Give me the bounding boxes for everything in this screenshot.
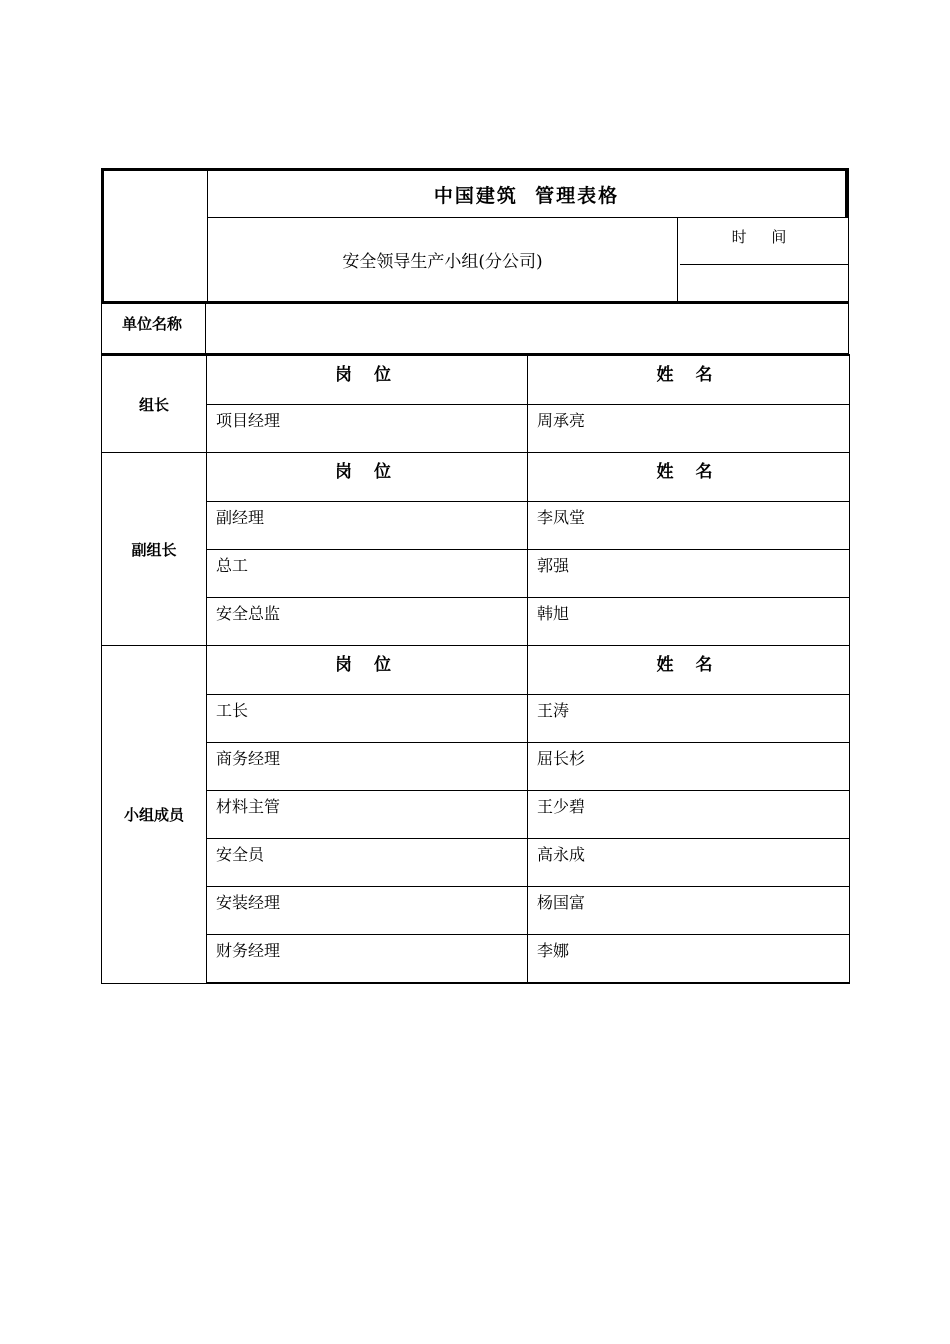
group-label: 副组长 — [102, 453, 207, 646]
time-value[interactable] — [680, 266, 848, 301]
table-row — [102, 791, 850, 839]
time-label: 时 间 — [680, 218, 848, 265]
group-header-row — [102, 453, 850, 502]
table-row — [102, 743, 850, 791]
name-cell: 王少碧 — [528, 791, 850, 839]
name-cell: 李娜 — [528, 935, 850, 984]
unit-name-field[interactable] — [206, 304, 848, 353]
unit-row — [101, 304, 849, 354]
group-header-row — [102, 355, 850, 405]
column-header-name: 姓 名 — [528, 646, 850, 695]
table-row — [102, 550, 850, 598]
name-cell: 屈长杉 — [528, 743, 850, 791]
position-cell: 安装经理 — [207, 887, 528, 935]
position-cell: 安全员 — [207, 839, 528, 887]
position-cell: 财务经理 — [207, 935, 528, 984]
table-row — [102, 695, 850, 743]
position-cell: 总工 — [207, 550, 528, 598]
members-table — [101, 354, 850, 984]
group-header-row — [102, 646, 850, 695]
position-cell: 副经理 — [207, 502, 528, 550]
form-subtitle: 安全领导生产小组(分公司) — [208, 218, 678, 301]
position-cell: 安全总监 — [207, 598, 528, 646]
table-row — [102, 887, 850, 935]
table-row — [102, 935, 850, 984]
position-cell: 项目经理 — [207, 405, 528, 453]
name-cell: 郭强 — [528, 550, 850, 598]
form-title-cell — [208, 171, 848, 218]
name-cell: 周承亮 — [528, 405, 850, 453]
logo-cell — [104, 171, 208, 301]
table-row — [102, 405, 850, 453]
column-header-position: 岗 位 — [207, 453, 528, 502]
position-cell: 材料主管 — [207, 791, 528, 839]
table-row — [102, 502, 850, 550]
form-document — [101, 168, 849, 984]
name-cell: 韩旭 — [528, 598, 850, 646]
column-header-position: 岗 位 — [207, 355, 528, 405]
name-cell: 高永成 — [528, 839, 850, 887]
column-header-name: 姓 名 — [528, 355, 850, 405]
column-header-position: 岗 位 — [207, 646, 528, 695]
name-cell: 杨国富 — [528, 887, 850, 935]
name-cell: 王涛 — [528, 695, 850, 743]
group-label: 组长 — [102, 355, 207, 453]
position-cell: 商务经理 — [207, 743, 528, 791]
form-title: 中国建筑 管理表格 — [433, 184, 620, 207]
group-label: 小组成员 — [102, 646, 207, 984]
unit-name-label: 单位名称 — [102, 304, 206, 353]
column-header-name: 姓 名 — [528, 453, 850, 502]
table-row — [102, 598, 850, 646]
table-row — [102, 839, 850, 887]
form-header — [101, 168, 849, 304]
name-cell: 李凤堂 — [528, 502, 850, 550]
position-cell: 工长 — [207, 695, 528, 743]
